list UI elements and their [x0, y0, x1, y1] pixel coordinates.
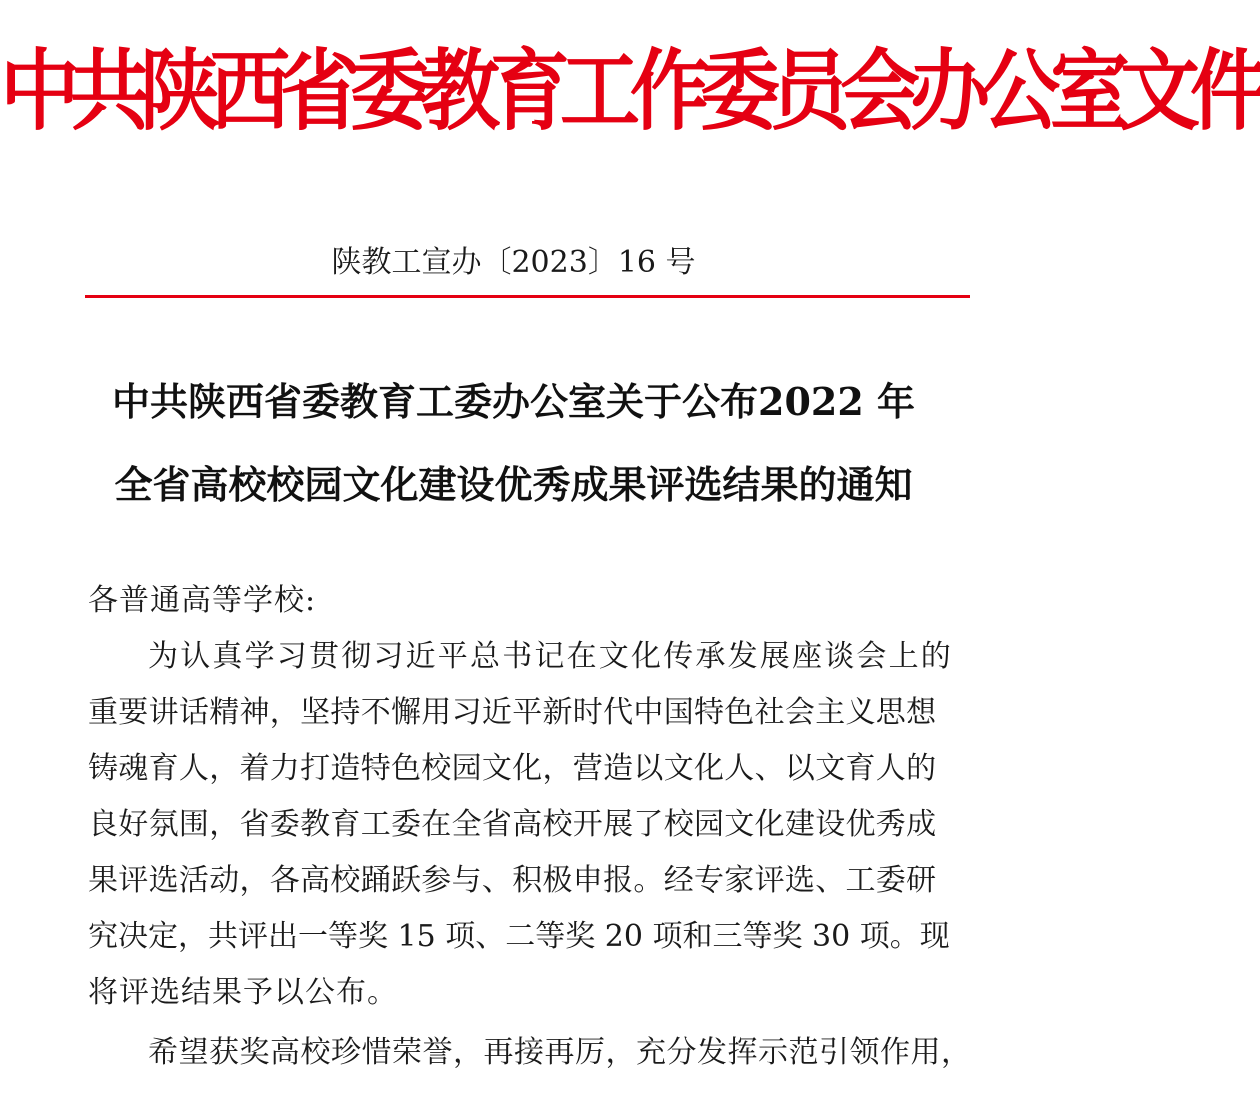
document-number: 陕教工宣办〔2023〕16 号 — [331, 245, 696, 280]
paragraph-line: 为认真学习贯彻习近平总书记在文化传承发展座谈会上的 — [148, 639, 953, 674]
salutation: 各普通高等学校: — [88, 583, 317, 618]
notice-title-line-1: 中共陕西省委教育工委办公室关于公布2022 年 — [112, 379, 915, 424]
paragraph-line: 将评选结果予以公布。 — [88, 975, 398, 1010]
paragraph-line: 究决定，共评出一等奖 15 项、二等奖 20 项和三等奖 30 项。现 — [88, 919, 950, 954]
paragraph-line: 果评选活动，各高校踊跃参与、积极申报。经专家评选、工委研 — [88, 863, 937, 898]
issuer-masthead: 中共陕西省委教育工作委员会办公室文件 — [0, 38, 1260, 143]
paragraph-line: 铸魂育人，着力打造特色校园文化，营造以文化人、以文育人的 — [88, 751, 937, 786]
paragraph-line: 良好氛围，省委教育工委在全省高校开展了校园文化建设优秀成 — [88, 807, 937, 842]
paragraph-line: 希望获奖高校珍惜荣誉，再接再厉，充分发挥示范引领作用， — [148, 1035, 972, 1070]
red-divider-line — [85, 295, 970, 298]
paragraph-line: 重要讲话精神，坚持不懈用习近平新时代中国特色社会主义思想 — [88, 695, 937, 730]
notice-title-line-2: 全省高校校园文化建设优秀成果评选结果的通知 — [114, 462, 913, 507]
